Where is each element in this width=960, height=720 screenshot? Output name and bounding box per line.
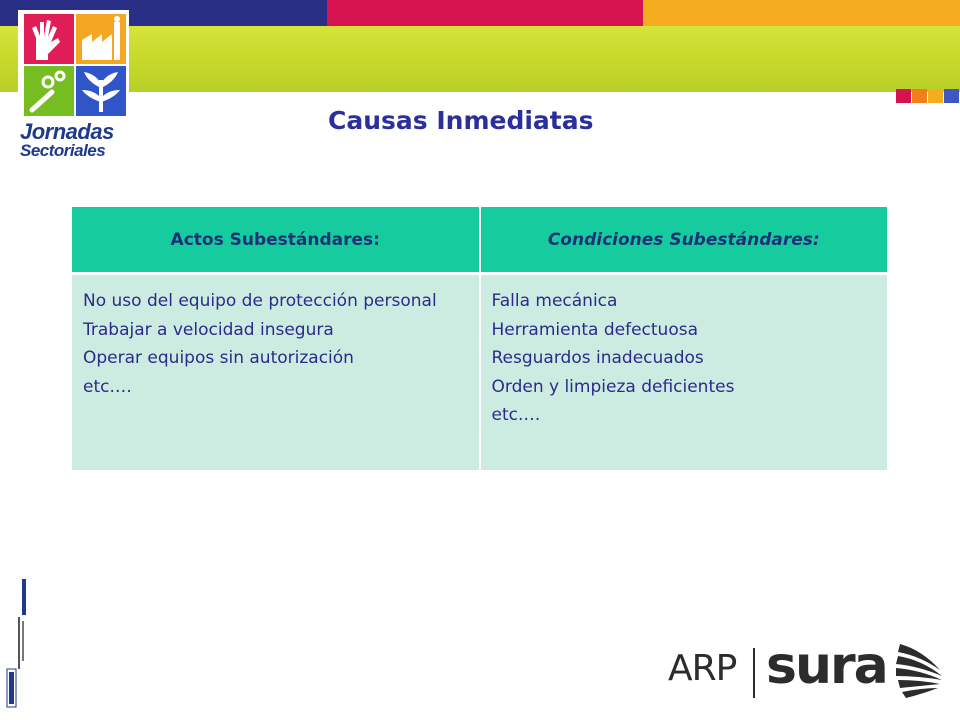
list-item: Orden y limpieza deficientes: [491, 376, 735, 397]
brand-divider: [753, 648, 755, 698]
column-header-conditions: Condiciones Subestándares:: [480, 207, 888, 274]
header-band: [0, 0, 960, 96]
logo-line-2: Sectoriales: [20, 141, 106, 160]
logo-tiles-icon: [18, 10, 133, 122]
table-header-row: [72, 207, 887, 274]
vigilado-seal-icon: [6, 577, 28, 709]
conditions-cell: [480, 274, 888, 471]
arp-label: ARP: [668, 648, 737, 689]
accent-square-blue: [944, 89, 959, 103]
list-item: etc.…: [83, 376, 132, 397]
accent-square-orange: [912, 89, 927, 103]
list-item: Herramienta defectuosa: [491, 319, 698, 340]
list-item: etc.…: [491, 405, 541, 425]
accent-square-magenta: [896, 89, 911, 103]
sura-wordmark: sura: [766, 636, 887, 696]
logo-line-1: Jornadas: [20, 119, 114, 144]
band-lime-strip: [0, 26, 960, 92]
list-item: Resguardos inadecuados: [491, 348, 704, 368]
list-item: No uso del equipo de protección personal: [83, 291, 437, 311]
accent-square-yellow: [928, 89, 943, 103]
band-segment-magenta: [327, 0, 643, 26]
jornadas-sectoriales-logo: [18, 10, 133, 160]
table-row: [72, 274, 887, 471]
acts-cell: [72, 274, 480, 471]
band-segment-orange: [643, 0, 960, 26]
sura-wings-icon: [896, 640, 944, 702]
column-header-acts: Actos Subestándares:: [72, 207, 480, 274]
list-item: Operar equipos sin autorización: [83, 348, 354, 368]
accent-squares: [896, 89, 960, 103]
page-title: Causas Inmediatas: [328, 106, 594, 135]
causes-table: [72, 207, 887, 470]
list-item: Trabajar a velocidad insegura: [83, 319, 334, 340]
list-item: Falla mecánica: [491, 291, 618, 311]
logo-wordmark: [20, 119, 135, 160]
